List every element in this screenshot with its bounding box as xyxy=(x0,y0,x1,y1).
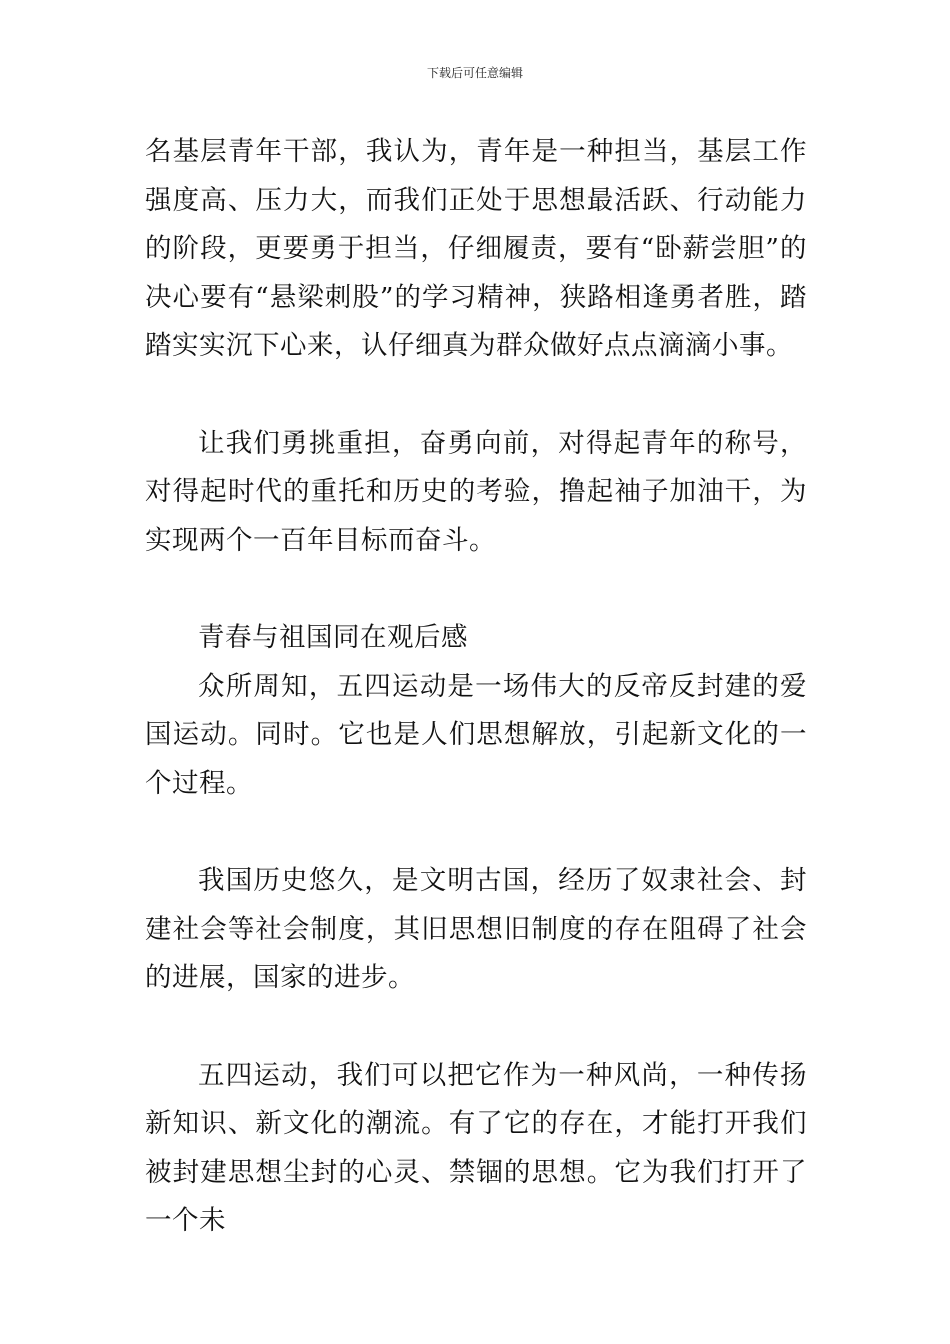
paragraph-gap xyxy=(145,1003,807,1052)
paragraph-gap xyxy=(145,565,807,614)
paragraph-5: 五四运动，我们可以把它作为一种风尚，一种传扬新知识、新文化的潮流。有了它的存在，才能打开我们被封建思想尘封的心灵、禁锢的思想。它为我们打开了一个未 xyxy=(145,1059,807,1236)
paragraph-2: 让我们勇挑重担，奋勇向前，对得起青年的称号，对得起时代的重托和历史的考验，撸起袖子加油干，为实现两个一百年目标而奋斗。 xyxy=(145,427,807,556)
paragraph-gap xyxy=(145,371,807,420)
paragraph-1: 名基层青年干部，我认为，青年是一种担当，基层工作强度高、压力大，而我们正处于思想最活跃、行动能力的阶段，更要勇于担当，仔细履责，要有“卧薪尝胆”的决心要有“悬梁刺股”的学习精神，狭路相逢勇者胜，踏踏实实沉下心来，认仔细真为群众做好点点滴滴小事。 xyxy=(145,136,807,361)
paragraph-gap xyxy=(145,808,807,857)
paragraph-3: 众所周知，五四运动是一场伟大的反帝反封建的爱国运动。同时。它也是人们思想解放，引起新文化的一个过程。 xyxy=(145,670,807,799)
document-body xyxy=(145,128,807,1246)
section-title: 青春与祖国同在观后感 xyxy=(198,622,468,653)
page-header: 下载后可任意编辑 xyxy=(426,66,523,80)
paragraph-4: 我国历史悠久，是文明古国，经历了奴隶社会、封建社会等社会制度，其旧思想旧制度的存在阻碍了社会的进展，国家的进步。 xyxy=(145,865,807,993)
